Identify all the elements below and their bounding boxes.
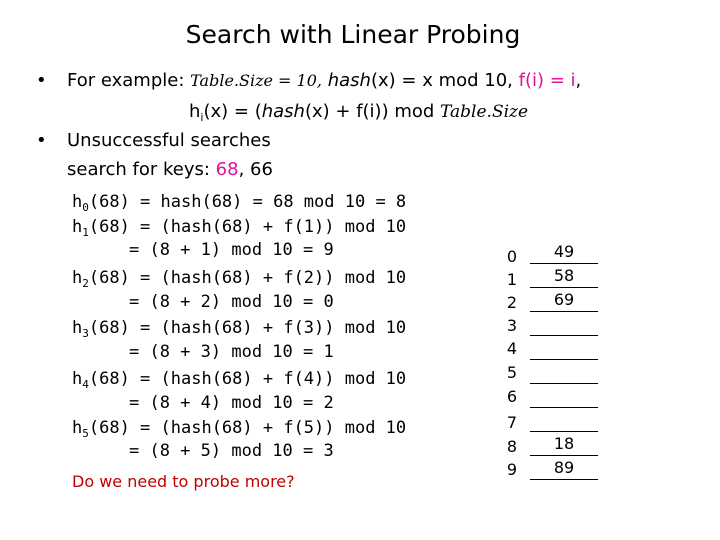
formula-h5-cont: = (8 + 5) mod 10 = 3 xyxy=(129,441,334,461)
search-key-68: 68 xyxy=(215,159,239,180)
table-index-7: 7 xyxy=(506,413,518,432)
hash-word: hash xyxy=(327,70,371,91)
fh: h xyxy=(72,268,83,288)
frest: (68) = (hash(68) + f(2)) mod 10 xyxy=(88,268,407,288)
fsub: 4 xyxy=(82,378,89,391)
hi-sub: i xyxy=(200,111,204,124)
hi-rest: (x) = ( xyxy=(203,101,262,122)
table-index-3: 3 xyxy=(506,316,518,335)
fh: h xyxy=(72,217,83,237)
cell-value-0: 49 xyxy=(553,242,575,261)
table-cell-9 xyxy=(530,456,598,480)
table-index-1: 1 xyxy=(506,270,518,289)
frest: (68) = (hash(68) + f(5)) mod 10 xyxy=(88,418,407,438)
bullet-example xyxy=(67,70,581,91)
frest: (68) = hash(68) = 68 mod 10 = 8 xyxy=(88,192,407,212)
f-def: f(i) = i xyxy=(518,70,576,91)
search-sep: , xyxy=(238,159,251,180)
fsub: 1 xyxy=(82,226,89,239)
probe-question: Do we need to probe more? xyxy=(72,472,295,491)
table-cell-5 xyxy=(530,360,598,384)
fsub: 5 xyxy=(82,427,89,440)
cell-value-8: 18 xyxy=(553,434,575,453)
slide-title: Search with Linear Probing xyxy=(185,20,521,49)
formula-h2 xyxy=(72,268,406,288)
table-index-8: 8 xyxy=(506,437,518,456)
frest: (68) = (hash(68) + f(1)) mod 10 xyxy=(88,217,407,237)
hi-hash: hash xyxy=(261,101,305,122)
formula-h4 xyxy=(72,369,406,389)
formula-h4-cont: = (8 + 4) mod 10 = 2 xyxy=(129,393,334,413)
frest: (68) = (hash(68) + f(4)) mod 10 xyxy=(88,369,407,389)
cell-value-9: 89 xyxy=(553,458,575,477)
hash-def: (x) = x mod 10, xyxy=(370,70,519,91)
fh: h xyxy=(72,318,83,338)
cell-value-1: 58 xyxy=(553,266,575,285)
formula-h0 xyxy=(72,192,406,212)
table-index-6: 6 xyxy=(506,387,518,406)
formula-h1-cont: = (8 + 1) mod 10 = 9 xyxy=(129,240,334,260)
formula-h2-cont: = (8 + 2) mod 10 = 0 xyxy=(129,292,334,312)
table-cell-2 xyxy=(530,288,598,312)
table-cell-6 xyxy=(530,384,598,408)
bullet-example-lead: For example: xyxy=(67,70,191,91)
table-cell-1 xyxy=(530,264,598,288)
hi-tablesize: Table.Size xyxy=(440,102,529,122)
hi-h: h xyxy=(189,101,201,122)
table-cell-4 xyxy=(530,336,598,360)
search-key-66: 66 xyxy=(250,159,273,180)
hi-rest2: (x) + f(i)) mod xyxy=(304,101,441,122)
fh: h xyxy=(72,192,83,212)
hi-formula xyxy=(189,101,528,122)
search-prefix: search for keys: xyxy=(67,159,216,180)
fsub: 3 xyxy=(82,327,89,340)
fh: h xyxy=(72,418,83,438)
bullet-unsuccessful: Unsuccessful searches xyxy=(67,130,271,151)
table-cell-8 xyxy=(530,432,598,456)
fsub: 0 xyxy=(82,201,89,214)
bullet-marker-2: • xyxy=(36,130,47,151)
table-index-2: 2 xyxy=(506,293,518,312)
fsub: 2 xyxy=(82,277,89,290)
table-size-text: Table.Size = 10, xyxy=(190,71,322,90)
cell-value-2: 69 xyxy=(553,290,575,309)
formula-h3-cont: = (8 + 3) mod 10 = 1 xyxy=(129,342,334,362)
bullet-example-end: , xyxy=(575,70,582,91)
search-keys-line xyxy=(67,159,273,180)
table-index-0: 0 xyxy=(506,247,518,266)
table-cell-0 xyxy=(530,240,598,264)
table-cell-3 xyxy=(530,312,598,336)
table-index-4: 4 xyxy=(506,339,518,358)
table-index-5: 5 xyxy=(506,363,518,382)
table-index-9: 9 xyxy=(506,460,518,479)
fh: h xyxy=(72,369,83,389)
table-cell-7 xyxy=(530,408,598,432)
formula-h3 xyxy=(72,318,406,338)
frest: (68) = (hash(68) + f(3)) mod 10 xyxy=(88,318,407,338)
formula-h1 xyxy=(72,217,406,237)
formula-h5 xyxy=(72,418,406,438)
bullet-marker-1: • xyxy=(36,70,47,91)
